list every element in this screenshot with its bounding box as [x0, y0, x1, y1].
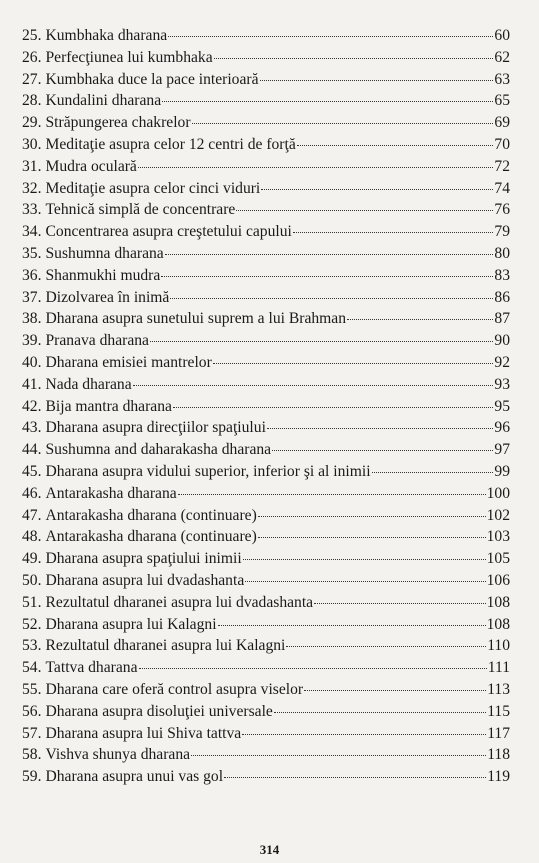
dot-leader	[191, 755, 486, 756]
toc-entry-title: Dharana asupra direcţiilor spaţiului	[45, 419, 266, 437]
toc-entry	[22, 548, 510, 570]
toc-entry-number: 37.	[22, 288, 42, 306]
toc-entry	[22, 679, 510, 701]
toc-entry-title: Vishva shunya dharana	[45, 746, 191, 764]
toc-entry-title: Dharana asupra vidului superior, inferior şi al inimii	[45, 462, 371, 480]
toc-entry-page: 79	[494, 223, 510, 241]
toc-entry	[22, 90, 510, 112]
toc-entry	[22, 766, 510, 788]
toc-entry	[22, 134, 510, 156]
dot-leader	[139, 668, 487, 669]
toc-entry-number: 32.	[22, 179, 42, 197]
toc-entry-page: 96	[494, 419, 510, 437]
dot-leader	[258, 537, 486, 538]
toc-entry	[22, 221, 510, 243]
toc-entry-page: 86	[494, 288, 510, 306]
toc-entry-title: Perfecţiunea lui kumbhaka	[45, 48, 213, 66]
dot-leader	[372, 472, 494, 473]
toc-entry-title: Kumbhaka dharana	[45, 27, 168, 44]
toc-entry-number: 27.	[22, 70, 42, 88]
toc-entry-page: 62	[494, 48, 510, 66]
dot-leader	[218, 625, 486, 626]
toc-entry-title: Dharana asupra unui vas gol	[45, 768, 224, 786]
toc-entry-title: Meditaţie asupra celor 12 centri de forţă	[45, 135, 296, 153]
toc-entry-title: Kumbhaka duce la pace interioară	[45, 70, 259, 88]
toc-entry-page: 100	[486, 484, 510, 502]
toc-entry-number: 46.	[22, 484, 42, 502]
toc-entry	[22, 265, 510, 287]
dot-leader	[245, 581, 485, 582]
toc-entry-page: 63	[494, 70, 510, 88]
dot-leader	[260, 80, 494, 81]
toc-entry	[22, 396, 510, 418]
dot-leader	[165, 254, 494, 255]
toc-entry	[22, 592, 510, 614]
toc-entry-page: 65	[494, 92, 510, 110]
toc-entry	[22, 635, 510, 657]
toc-entry-page: 118	[487, 746, 510, 764]
toc-entry-number: 47.	[22, 506, 42, 524]
dot-leader	[286, 646, 486, 647]
toc-entry-page: 69	[494, 114, 510, 132]
toc-entry	[22, 243, 510, 265]
toc-entry	[22, 439, 510, 461]
toc-entry-page: 74	[494, 179, 510, 197]
toc-entry-number: 50.	[22, 571, 42, 589]
toc-entry	[22, 526, 510, 548]
toc-entry-number: 54.	[22, 659, 42, 677]
toc-entry-page: 60	[494, 27, 510, 44]
toc-entry-title: Antarakasha dharana (continuare)	[45, 506, 257, 524]
toc-entry-number: 57.	[22, 724, 42, 742]
toc-entry-page: 108	[486, 593, 510, 611]
toc-entry	[22, 308, 510, 330]
dot-leader	[258, 516, 486, 517]
toc-entry-page: 93	[494, 375, 510, 393]
toc-entry	[22, 570, 510, 592]
dot-leader	[293, 232, 494, 233]
toc-entry-number: 25.	[22, 27, 42, 44]
toc-entry-page: 108	[486, 615, 510, 633]
toc-entry-number: 42.	[22, 397, 42, 415]
toc-entry-page: 76	[494, 201, 510, 219]
toc-entry-title: Rezultatul dharanei asupra lui Kalagni	[45, 637, 286, 655]
toc-entry-title: Kundalini dharana	[45, 92, 162, 110]
dot-leader	[138, 167, 494, 168]
toc-entry-number: 56.	[22, 702, 42, 720]
toc-entry	[22, 505, 510, 527]
toc-entry-page: 117	[487, 724, 510, 742]
toc-entry-page: 99	[494, 462, 510, 480]
toc-entry-number: 53.	[22, 637, 42, 655]
toc-entry	[22, 657, 510, 679]
toc-entry	[22, 744, 510, 766]
toc-entry-title: Meditaţie asupra celor cinci viduri	[45, 179, 261, 197]
toc-entry-number: 35.	[22, 244, 42, 262]
toc-entry-title: Dharana emisiei mantrelor	[45, 353, 212, 371]
toc-entry-title: Dharana asupra disoluţiei universale	[45, 702, 273, 720]
toc-entry-page: 90	[494, 332, 510, 350]
toc-entry-number: 55.	[22, 680, 42, 698]
toc-entry-title: Shanmukhi mudra	[45, 266, 161, 284]
toc-entry-number: 59.	[22, 768, 42, 786]
toc-entry-page: 92	[494, 353, 510, 371]
toc-entry-number: 48.	[22, 528, 42, 546]
toc-entry-page: 110	[487, 637, 510, 655]
toc-entry-title: Tattva dharana	[45, 659, 138, 677]
toc-entry	[22, 156, 510, 178]
toc-entry-title: Tehnică simplă de concentrare	[45, 201, 236, 219]
toc-entry-title: Sushumna dharana	[45, 244, 164, 262]
toc-entry-page: 119	[487, 768, 510, 786]
toc-entry-number: 36.	[22, 266, 42, 284]
toc-entry	[22, 723, 510, 745]
toc-entry-number: 31.	[22, 157, 42, 175]
toc-entry-number: 33.	[22, 201, 42, 219]
dot-leader	[214, 58, 494, 59]
dot-leader	[272, 450, 493, 451]
toc-entry-number: 34.	[22, 223, 42, 241]
dot-leader	[170, 298, 493, 299]
dot-leader	[267, 428, 494, 429]
dot-leader	[133, 385, 494, 386]
toc-entry-number: 40.	[22, 353, 42, 371]
toc-entry	[22, 614, 510, 636]
dot-leader	[261, 189, 493, 190]
table-of-contents	[22, 25, 510, 788]
toc-entry-page: 80	[494, 244, 510, 262]
toc-entry	[22, 199, 510, 221]
dot-leader	[173, 407, 493, 408]
toc-entry	[22, 483, 510, 505]
toc-entry	[22, 352, 510, 374]
toc-entry-title: Rezultatul dharanei asupra lui dvadashanta	[45, 593, 314, 611]
page-number: 314	[259, 842, 280, 857]
toc-entry-number: 29.	[22, 114, 42, 132]
toc-entry-page: 105	[486, 550, 510, 568]
toc-entry-page: 95	[494, 397, 510, 415]
toc-entry-title: Sushumna and daharakasha dharana	[45, 441, 272, 459]
toc-entry-page: 87	[494, 310, 510, 328]
dot-leader	[236, 210, 493, 211]
toc-entry-page: 83	[494, 266, 510, 284]
toc-entry-title: Dharana asupra lui Shiva tattva	[45, 724, 242, 742]
toc-entry-number: 39.	[22, 332, 42, 350]
toc-entry-number: 45.	[22, 462, 42, 480]
dot-leader	[213, 363, 494, 364]
toc-entry-number: 28.	[22, 92, 42, 110]
dot-leader	[178, 494, 486, 495]
toc-entry-title: Dharana asupra lui Kalagni	[45, 615, 217, 633]
dot-leader	[304, 690, 486, 691]
toc-entry-number: 58.	[22, 746, 42, 764]
toc-entry	[22, 701, 510, 723]
toc-entry-number: 41.	[22, 375, 42, 393]
toc-entry-number: 44.	[22, 441, 42, 459]
toc-entry	[22, 112, 510, 134]
toc-entry	[22, 330, 510, 352]
toc-entry-page: 97	[494, 441, 510, 459]
toc-entry-number: 51.	[22, 593, 42, 611]
toc-entry-number: 49.	[22, 550, 42, 568]
toc-entry-number: 30.	[22, 135, 42, 153]
toc-entry	[22, 47, 510, 69]
dot-leader	[242, 734, 486, 735]
toc-entry-title: Dharana asupra spaţiului inimii	[45, 550, 242, 568]
toc-entry-title: Mudra oculară	[45, 157, 137, 175]
dot-leader	[347, 319, 493, 320]
toc-entry-page: 106	[486, 571, 510, 589]
toc-entry-title: Concentrarea asupra creştetului capului	[45, 223, 292, 241]
toc-entry-title: Pranava dharana	[45, 332, 149, 350]
toc-entry-title: Bija mantra dharana	[45, 397, 172, 415]
toc-entry	[22, 69, 510, 91]
toc-entry	[22, 417, 510, 439]
dot-leader	[274, 712, 486, 713]
toc-entry-title: Antarakasha dharana	[45, 484, 177, 502]
toc-entry-number: 52.	[22, 615, 42, 633]
toc-entry-number: 43.	[22, 419, 42, 437]
toc-entry-title: Antarakasha dharana (continuare)	[45, 528, 257, 546]
dot-leader	[168, 36, 493, 37]
toc-entry-page: 102	[486, 506, 510, 524]
toc-entry	[22, 374, 510, 396]
toc-entry-title: Dharana asupra sunetului suprem a lui Brahman	[45, 310, 347, 328]
dot-leader	[243, 559, 486, 560]
toc-entry-number: 38.	[22, 310, 42, 328]
toc-entry	[22, 461, 510, 483]
dot-leader	[297, 145, 494, 146]
toc-entry-number: 26.	[22, 48, 42, 66]
dot-leader	[150, 341, 493, 342]
toc-entry-page: 70	[494, 135, 510, 153]
toc-entry-page: 115	[487, 702, 510, 720]
toc-entry	[22, 25, 510, 47]
dot-leader	[192, 123, 494, 124]
toc-entry	[22, 178, 510, 200]
toc-entry-page: 103	[486, 528, 510, 546]
toc-entry-page: 113	[487, 680, 510, 698]
toc-entry-page: 72	[494, 157, 510, 175]
toc-entry	[22, 287, 510, 309]
toc-entry-title: Nada dharana	[45, 375, 132, 393]
dot-leader	[161, 276, 493, 277]
dot-leader	[314, 603, 486, 604]
toc-entry-title: Străpungerea chakrelor	[45, 114, 191, 132]
toc-entry-title: Dizolvarea în inimă	[45, 288, 170, 306]
dot-leader	[162, 101, 493, 102]
dot-leader	[224, 777, 486, 778]
toc-entry-page: 111	[487, 659, 510, 677]
toc-entry-title: Dharana asupra lui dvadashanta	[45, 571, 245, 589]
toc-entry-title: Dharana care oferă control asupra viselor	[45, 680, 304, 698]
